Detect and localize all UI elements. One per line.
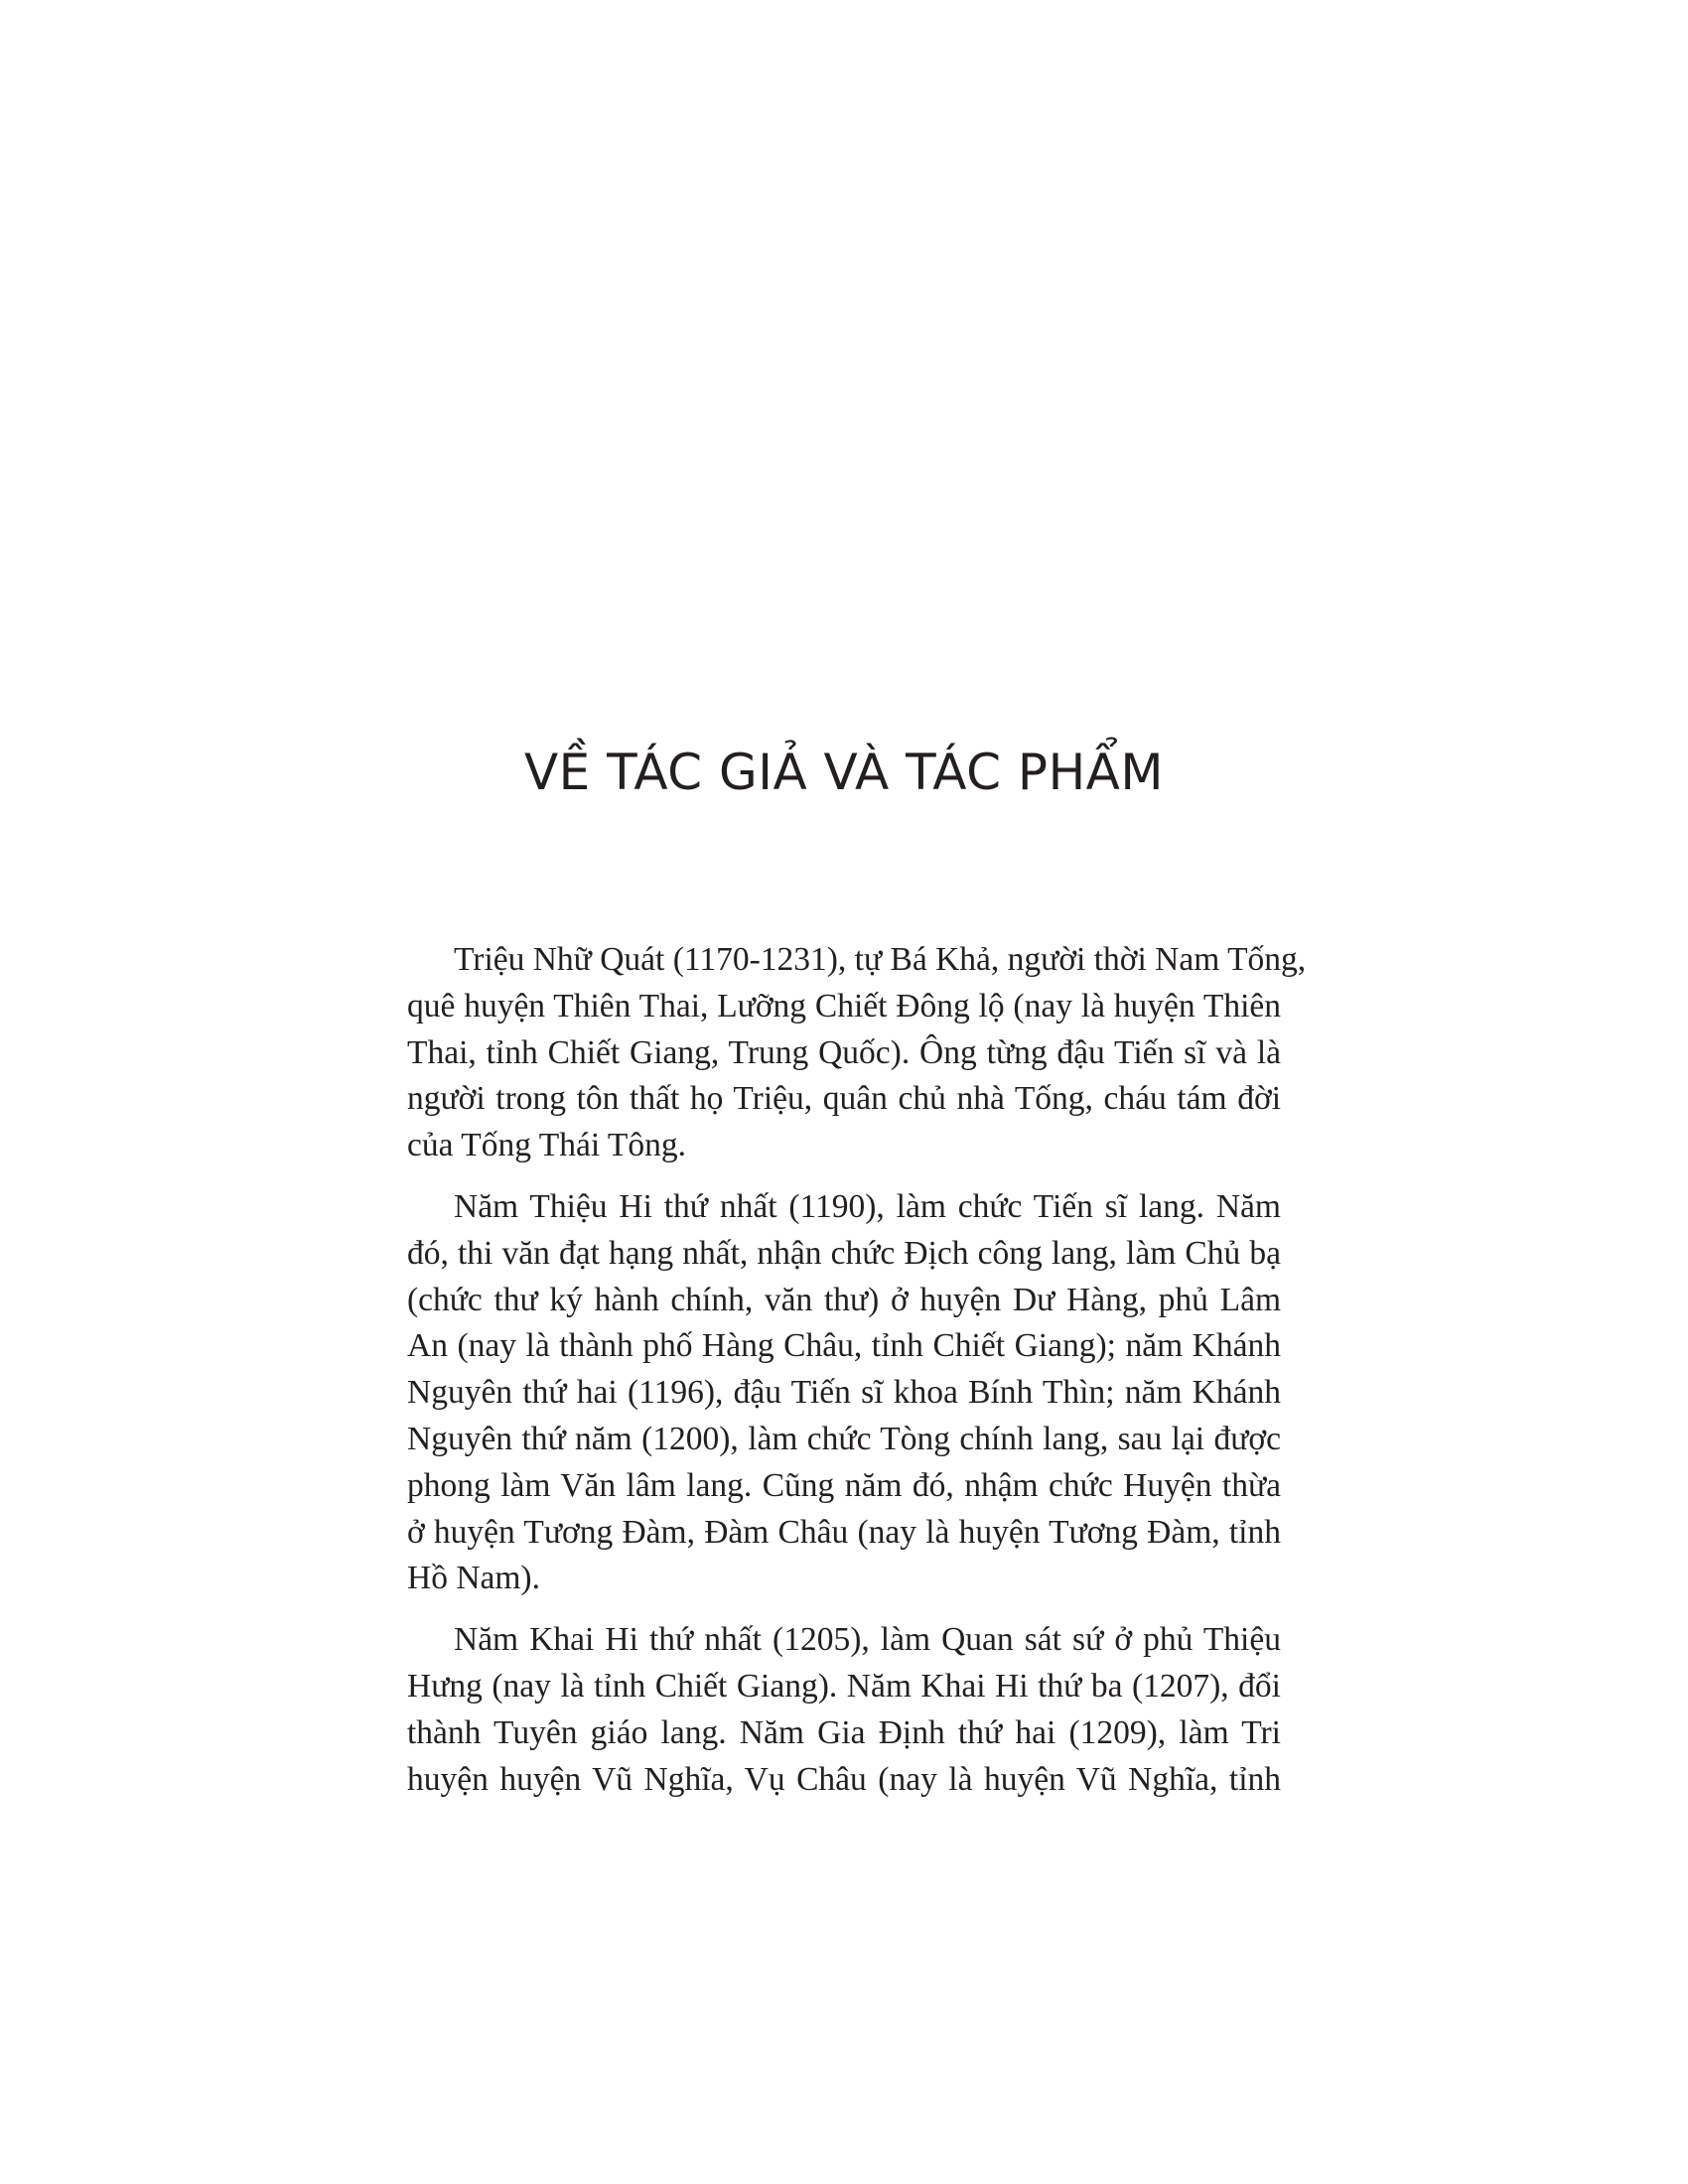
- text-line: An (nay là thành phố Hàng Châu, tỉnh Chiết Giang); năm Khánh: [407, 1327, 1281, 1365]
- text-line: huyện huyện Vũ Nghĩa, Vụ Châu (nay là huyện Vũ Nghĩa, tỉnh: [407, 1760, 1281, 1798]
- chapter-title: VỀ TÁC GIẢ VÀ TÁC PHẨM: [523, 744, 1165, 801]
- paragraph: [407, 1184, 1281, 1602]
- paragraph: [407, 937, 1307, 1169]
- text-line: Nguyên thứ hai (1196), đậu Tiến sĩ khoa Bính Thìn; năm Khánh: [407, 1374, 1281, 1412]
- text-line: Hồ Nam).: [407, 1560, 540, 1597]
- text-line: ở huyện Tương Đàm, Đàm Châu (nay là huyện Tương Đàm, tỉnh: [407, 1513, 1281, 1551]
- text-line: người trong tôn thất họ Triệu, quân chủ nhà Tống, cháu tám đời: [407, 1080, 1281, 1118]
- text-line: đó, thi văn đạt hạng nhất, nhận chức Địch công lang, làm Chủ bạ: [407, 1234, 1281, 1272]
- text-line: phong làm Văn lâm lang. Cũng năm đó, nhậm chức Huyện thừa: [407, 1466, 1281, 1504]
- paragraph: [407, 1617, 1281, 1803]
- text-line: thành Tuyên giáo lang. Năm Gia Định thứ hai (1209), làm Tri: [407, 1713, 1281, 1751]
- text-line: Năm Khai Hi thứ nhất (1205), làm Quan sát sứ ở phủ Thiệu: [454, 1621, 1281, 1659]
- text-line: của Tống Thái Tông.: [407, 1127, 686, 1164]
- text-line: Năm Thiệu Hi thứ nhất (1190), làm chức Tiến sĩ lang. Năm: [454, 1187, 1281, 1225]
- text-line: Triệu Nhữ Quát (1170-1231), tự Bá Khả, người thời Nam Tống,: [454, 941, 1307, 978]
- text-line: Hưng (nay là tỉnh Chiết Giang). Năm Khai Hi thứ ba (1207), đổi: [407, 1667, 1281, 1705]
- text-line: (chức thư ký hành chính, văn thư) ở huyện Dư Hàng, phủ Lâm: [407, 1281, 1281, 1318]
- text-line: quê huyện Thiên Thai, Lưỡng Chiết Đông lộ (nay là huyện Thiên: [407, 987, 1281, 1024]
- text-line: Thai, tỉnh Chiết Giang, Trung Quốc). Ông từng đậu Tiến sĩ và là: [407, 1033, 1281, 1071]
- body-text: [407, 937, 1307, 1803]
- text-line: Nguyên thứ năm (1200), làm chức Tòng chính lang, sau lại được: [407, 1420, 1281, 1457]
